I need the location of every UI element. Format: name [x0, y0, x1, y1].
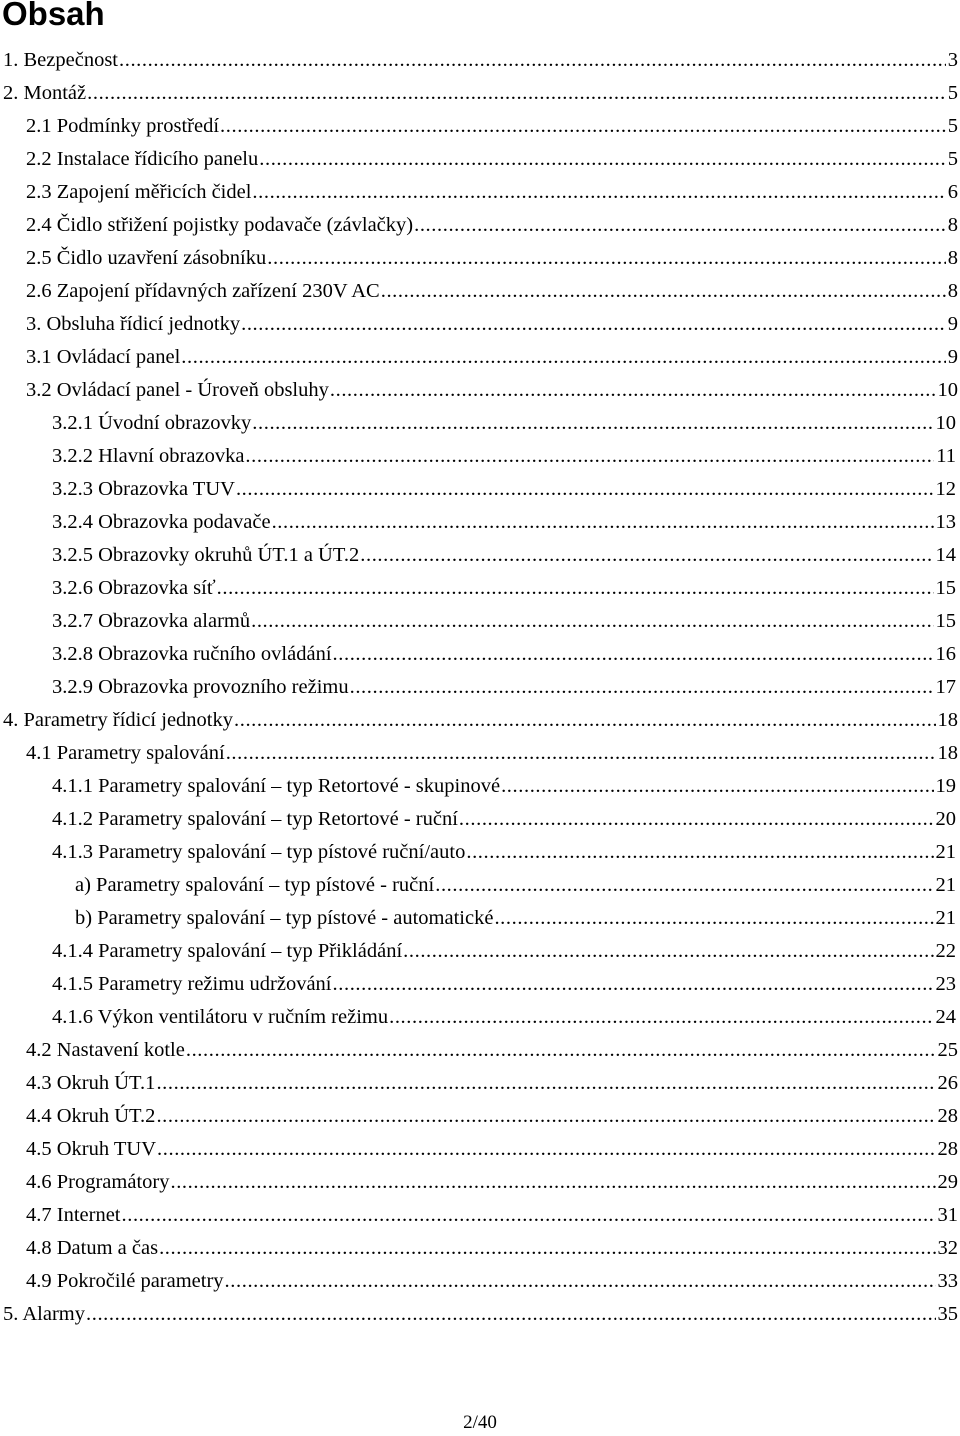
toc-entry[interactable] — [0, 572, 956, 605]
toc-heading: Obsah — [2, 0, 105, 32]
dot-leader — [403, 935, 933, 968]
toc-entry-page: 10 — [935, 412, 956, 434]
dot-leader — [459, 803, 934, 836]
dot-leader — [226, 737, 936, 770]
toc-entry-title: 4.5 Okruh TUV — [26, 1138, 157, 1160]
toc-entry-page: 22 — [935, 940, 956, 962]
toc-entry-title: 4. Parametry řídicí jednotky — [3, 709, 233, 731]
toc-entry-page: 18 — [937, 709, 958, 731]
toc-entry-title: 3.2.3 Obrazovka TUV — [52, 478, 235, 500]
toc-entry-title: 2.3 Zapojení měřicích čidel — [26, 181, 252, 203]
dot-leader — [236, 473, 934, 506]
toc-entry-title: 4.6 Programátory — [26, 1171, 170, 1193]
toc-entry-page: 20 — [935, 808, 956, 830]
toc-entry[interactable] — [0, 935, 956, 968]
dot-leader — [220, 110, 946, 143]
toc-entry[interactable] — [0, 77, 958, 110]
dot-leader — [170, 1166, 935, 1199]
toc-entry-title: 3. Obsluha řídicí jednotky — [26, 313, 241, 335]
toc-entry-page: 10 — [937, 379, 958, 401]
toc-entry[interactable] — [0, 1298, 958, 1331]
toc-entry-title: 3.2.5 Obrazovky okruhů ÚT.1 a ÚT.2 — [52, 544, 360, 566]
toc-entry-page: 5 — [947, 148, 958, 170]
dot-leader — [241, 308, 946, 341]
toc-entry[interactable] — [0, 1034, 958, 1067]
toc-entry-title: 4.2 Nastavení kotle — [26, 1039, 185, 1061]
toc-entry[interactable] — [0, 341, 958, 374]
toc-entry-page: 25 — [937, 1039, 958, 1061]
toc-entry-title: 4.4 Okruh ÚT.2 — [26, 1105, 156, 1127]
dot-leader — [122, 1199, 936, 1232]
dot-leader — [252, 407, 933, 440]
dot-leader — [360, 539, 933, 572]
toc-entry[interactable] — [0, 902, 956, 935]
toc-entry-page: 14 — [935, 544, 956, 566]
toc-entry[interactable] — [0, 473, 956, 506]
dot-leader — [333, 638, 934, 671]
toc-entry-page: 24 — [935, 1006, 956, 1028]
dot-leader — [156, 1100, 935, 1133]
dot-leader — [245, 440, 934, 473]
toc-entry[interactable] — [0, 374, 958, 407]
toc-entry[interactable] — [0, 737, 958, 770]
dot-leader — [86, 1298, 936, 1331]
toc-entry[interactable] — [0, 440, 956, 473]
dot-leader — [414, 209, 946, 242]
toc-entry-title: 4.8 Datum a čas — [26, 1237, 159, 1259]
toc-entry-title: b) Parametry spalování – typ pístové - automatické — [75, 907, 494, 929]
toc-entry-page: 31 — [937, 1204, 958, 1226]
table-of-contents — [0, 44, 960, 1331]
toc-entry[interactable] — [0, 605, 956, 638]
toc-entry[interactable] — [0, 1199, 958, 1232]
toc-entry-page: 5 — [947, 115, 958, 137]
dot-leader — [435, 869, 933, 902]
toc-entry-title: 4.1.3 Parametry spalování – typ pístové ruční/auto — [52, 841, 466, 863]
toc-entry-title: 5. Alarmy — [3, 1303, 85, 1325]
dot-leader — [251, 605, 933, 638]
toc-entry-page: 3 — [947, 49, 958, 71]
toc-entry-title: 4.9 Pokročilé parametry — [26, 1270, 224, 1292]
toc-entry-page: 9 — [947, 313, 958, 335]
toc-entry[interactable] — [0, 110, 958, 143]
dot-leader — [159, 1232, 935, 1265]
toc-entry-title: 2.2 Instalace řídicího panelu — [26, 148, 259, 170]
toc-entry-title: 4.1.6 Výkon ventilátoru v ručním režimu — [52, 1006, 389, 1028]
toc-entry-page: 21 — [935, 841, 956, 863]
dot-leader — [157, 1133, 935, 1166]
dot-leader — [186, 1034, 936, 1067]
toc-entry[interactable] — [0, 407, 956, 440]
dot-leader — [87, 77, 946, 110]
dot-leader — [259, 143, 946, 176]
toc-entry-title: 1. Bezpečnost — [3, 49, 118, 71]
toc-entry-title: 4.1 Parametry spalování — [26, 742, 225, 764]
toc-entry-title: 4.3 Okruh ÚT.1 — [26, 1072, 156, 1094]
toc-entry[interactable] — [0, 1265, 958, 1298]
dot-leader — [330, 374, 936, 407]
toc-entry-page: 8 — [947, 247, 958, 269]
toc-entry-page: 15 — [935, 577, 956, 599]
dot-leader — [350, 671, 934, 704]
toc-entry-page: 8 — [947, 280, 958, 302]
toc-entry-title: 3.2.2 Hlavní obrazovka — [52, 445, 245, 467]
toc-entry-page: 8 — [947, 214, 958, 236]
toc-entry[interactable] — [0, 143, 958, 176]
toc-entry[interactable] — [0, 275, 958, 308]
toc-entry-page: 6 — [947, 181, 958, 203]
toc-entry-title: 3.2.7 Obrazovka alarmů — [52, 610, 251, 632]
toc-entry-page: 26 — [937, 1072, 958, 1094]
toc-entry-title: 2.4 Čidlo střižení pojistky podavače (závlačky) — [26, 214, 414, 236]
toc-entry[interactable] — [0, 968, 956, 1001]
toc-entry-page: 15 — [935, 610, 956, 632]
toc-entry-title: 3.2.9 Obrazovka provozního režimu — [52, 676, 349, 698]
toc-entry-page: 5 — [947, 82, 958, 104]
toc-entry-page: 21 — [935, 907, 956, 929]
toc-entry[interactable] — [0, 242, 958, 275]
toc-entry-title: 2.6 Zapojení přídavných zařízení 230V AC — [26, 280, 380, 302]
dot-leader — [501, 770, 933, 803]
toc-entry-page: 21 — [935, 874, 956, 896]
page-number: 2/40 — [463, 1412, 497, 1433]
toc-entry[interactable] — [0, 836, 956, 869]
dot-leader — [252, 176, 945, 209]
toc-entry[interactable] — [0, 869, 956, 902]
dot-leader — [466, 836, 933, 869]
toc-entry-page: 28 — [937, 1105, 958, 1127]
dot-leader — [234, 704, 936, 737]
toc-entry-page: 17 — [935, 676, 956, 698]
toc-entry[interactable] — [0, 1067, 958, 1100]
toc-entry[interactable] — [0, 704, 958, 737]
toc-entry-title: 3.2.8 Obrazovka ručního ovládání — [52, 643, 332, 665]
toc-entry[interactable] — [0, 209, 958, 242]
dot-leader — [156, 1067, 935, 1100]
toc-entry-title: 2.5 Čidlo uzavření zásobníku — [26, 247, 267, 269]
toc-entry-title: 4.1.2 Parametry spalování – typ Retortové - ruční — [52, 808, 458, 830]
toc-entry-title: 2.1 Podmínky prostředí — [26, 115, 220, 137]
toc-entry-page: 11 — [936, 445, 956, 467]
toc-entry[interactable] — [0, 638, 956, 671]
toc-entry[interactable] — [0, 506, 956, 539]
toc-entry-page: 19 — [935, 775, 956, 797]
dot-leader — [225, 1265, 936, 1298]
toc-entry-title: 2. Montáž — [3, 82, 87, 104]
toc-entry-title: 3.2.4 Obrazovka podavače — [52, 511, 271, 533]
toc-entry[interactable] — [0, 671, 956, 704]
toc-entry[interactable] — [0, 176, 958, 209]
toc-entry[interactable] — [0, 44, 958, 77]
toc-entry[interactable] — [0, 1001, 956, 1034]
toc-entry-page: 9 — [947, 346, 958, 368]
toc-entry-title: 3.2.6 Obrazovka síť — [52, 577, 216, 599]
dot-leader — [494, 902, 933, 935]
toc-entry-page: 35 — [937, 1303, 958, 1325]
toc-entry-page: 29 — [937, 1171, 958, 1193]
toc-entry-title: 3.2.1 Úvodní obrazovky — [52, 412, 252, 434]
toc-entry[interactable] — [0, 803, 956, 836]
toc-entry[interactable] — [0, 308, 958, 341]
dot-leader — [181, 341, 945, 374]
dot-leader — [272, 506, 934, 539]
toc-entry[interactable] — [0, 1232, 958, 1265]
toc-entry-title: 4.1.4 Parametry spalování – typ Přikládání — [52, 940, 403, 962]
toc-entry[interactable] — [0, 1166, 958, 1199]
toc-entry-title: a) Parametry spalování – typ pístové - ruční — [75, 874, 435, 896]
toc-entry-page: 28 — [937, 1138, 958, 1160]
toc-entry-page: 32 — [937, 1237, 958, 1259]
dot-leader — [333, 968, 934, 1001]
toc-entry[interactable] — [0, 1100, 958, 1133]
toc-entry-page: 18 — [937, 742, 958, 764]
toc-entry-page: 13 — [935, 511, 956, 533]
toc-entry-title: 3.1 Ovládací panel — [26, 346, 181, 368]
toc-entry-page: 16 — [935, 643, 956, 665]
toc-entry-title: 4.1.5 Parametry režimu udržování — [52, 973, 332, 995]
toc-entry[interactable] — [0, 770, 956, 803]
dot-leader — [217, 572, 934, 605]
dot-leader — [389, 1001, 933, 1034]
toc-entry-title: 4.7 Internet — [26, 1204, 121, 1226]
dot-leader — [267, 242, 945, 275]
toc-entry-title: 4.1.1 Parametry spalování – typ Retortové - skupinové — [52, 775, 501, 797]
dot-leader — [381, 275, 946, 308]
toc-entry[interactable] — [0, 1133, 958, 1166]
toc-entry-page: 23 — [935, 973, 956, 995]
toc-entry-title: 3.2 Ovládací panel - Úroveň obsluhy — [26, 379, 329, 401]
toc-entry-page: 12 — [935, 478, 956, 500]
toc-entry-page: 33 — [937, 1270, 958, 1292]
toc-entry[interactable] — [0, 539, 956, 572]
dot-leader — [119, 44, 946, 77]
